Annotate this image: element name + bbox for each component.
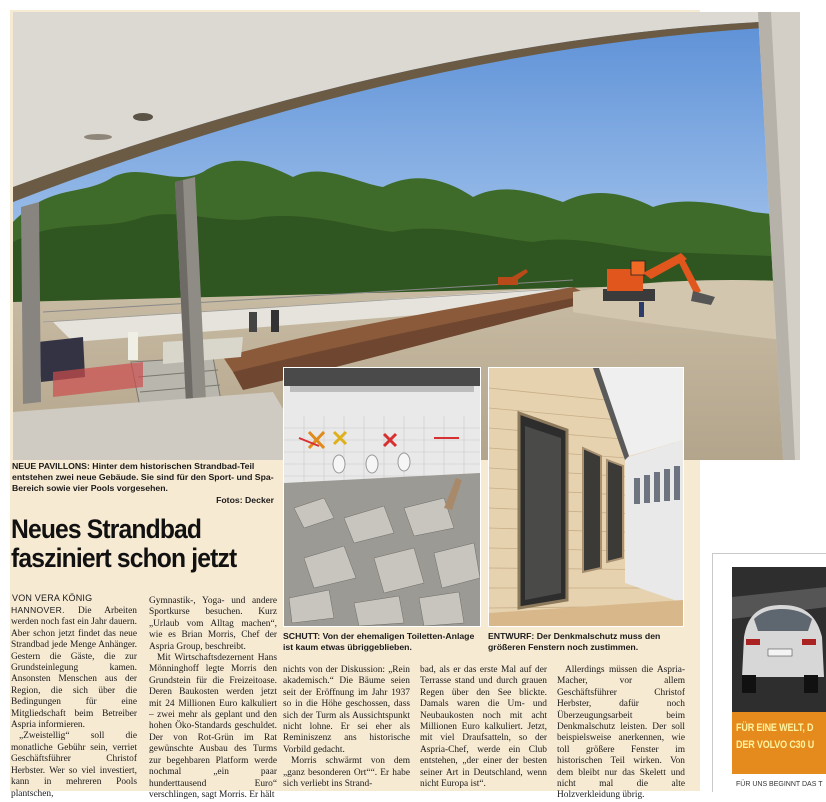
byline: VON VERA KÖNIG — [12, 593, 93, 603]
paragraph: „Zweistellig“ soll die monatliche Gebühr sein, verriet Geschäftsführer Christof Herbster. Wer so viel investiert, kann in mehreren Pools plantschen, — [11, 731, 137, 799]
paragraph-text: Die Arbeiten werden noch fast ein Jahr dauern. Aber schon jetzt findet das neue Strandbad jede Menge Anhänger. Gestern die Gäste, die zur Grundsteinlegung kamen. Ansonsten Menschen aus der Region, die sich über die Bedingungen für eine Mitgliedschaft beim Betreiber Aspria informieren. — [11, 606, 137, 731]
toilet-rubble-photo — [283, 367, 481, 627]
dateline: HANNOVER. — [11, 605, 65, 615]
ad-slogan-line-1: FÜR EINE WELT, D — [736, 722, 814, 734]
paragraph: Morris schwärmt von dem „ganz besonderen Ort““. Er habe sich verliebt ins Strand- — [283, 756, 410, 790]
article-column-4 — [420, 665, 547, 790]
ad-slogan-line-2: DER VOLVO C30 U — [736, 739, 815, 751]
paragraph — [11, 605, 137, 731]
volvo-advertisement[interactable] — [712, 553, 826, 792]
caption-label: SCHUTT: — [283, 631, 321, 641]
caption-text: Von der ehemaligen Toiletten-Anlage ist kaum etwas übriggeblieben. — [283, 631, 475, 653]
paragraph: Gymnastik-, Yoga- und andere Sportkurse besuchen. Kurz „Urlaub vom Alltag machen“, wie es Brian Morris, Chef der Aspria Group, beschreibt. — [149, 596, 277, 652]
paragraph: Mit Wirtschaftsdezernent Hans Mönninghoff legte Morris den Grundstein für die Freizeitoase. Deren Baukosten werden jetzt mit 24 Millionen Euro kalkuliert – zwei mehr als geplant und den hohen Öko-Standards geschuldet. Der von Rot-Grün im Rat gewünschte Ausbau des Turms zur begehbaren Platform werde nochmal „ein paar hunderttausend Euro“ verschlingen, sagt Morris. Er hält — [149, 653, 277, 800]
facade-design-photo — [488, 367, 684, 627]
article-column-3 — [283, 665, 410, 790]
facade-photo-caption — [488, 631, 684, 653]
article-headline: Neues Strandbad fasziniert schon jetzt — [11, 514, 237, 573]
paragraph: nichts von der Diskussion: „Rein akademisch.“ Die Bäume seien seit der Eröffnung im Jahr 1937 so in die Höhe geschossen, dass sich der Turm als Aussichtspunkt nicht lohne. Er sei eher als Reminiszenz ans historische Vorbild gedacht. — [283, 665, 410, 755]
caption-label: ENTWURF: — [488, 631, 535, 641]
article-column-1 — [11, 605, 137, 800]
paragraph: Allerdings müssen die Aspria-Macher, vor allem Geschäftsführer Christof Herbster, dafür noch Überzeugungsarbeit beim Denkmalschutz leisten. Der soll beispielsweise anerkennen, wie toll größere Fenster im historischen Teil wirken. Von dem bleibt nur das Skelett und nicht mal die alte Holzverkleidung übrig. — [557, 665, 685, 801]
photo-credit: Fotos: Decker — [216, 494, 274, 505]
ad-slogan-band — [732, 712, 826, 774]
car-photo — [732, 567, 826, 712]
toilet-photo-caption — [283, 631, 479, 653]
caption-text: Hinter dem historischen Strandbad-Teil entstehen zwei neue Gebäude. Sie sind für den Sport- und Spa-Bereich sowie vier Pools vorgesehen. — [12, 461, 274, 494]
caption-text: Der Denkmalschutz muss den größeren Fenstern noch zustimmen. — [488, 631, 661, 653]
caption-label: NEUE PAVILLONS: — [12, 461, 90, 471]
paragraph: bad, als er das erste Mal auf der Terrasse stand und durch grauen Regen über den See blickte. Damals waren die Um- und Neubaukosten noch mit acht Millionen Euro kalkuliert. Jetzt, mit viel Draufsatteln, so der Aspria-Chef, werde ein Club entstehen, „der einer der besten seiner Art in Deutschland, wenn nicht Europa ist“. — [420, 665, 547, 790]
ad-footer-text: FÜR UNS BEGINNT DAS T — [736, 781, 823, 788]
article-column-2 — [149, 596, 277, 801]
main-photo-caption — [12, 461, 274, 506]
article-column-5 — [557, 665, 685, 802]
